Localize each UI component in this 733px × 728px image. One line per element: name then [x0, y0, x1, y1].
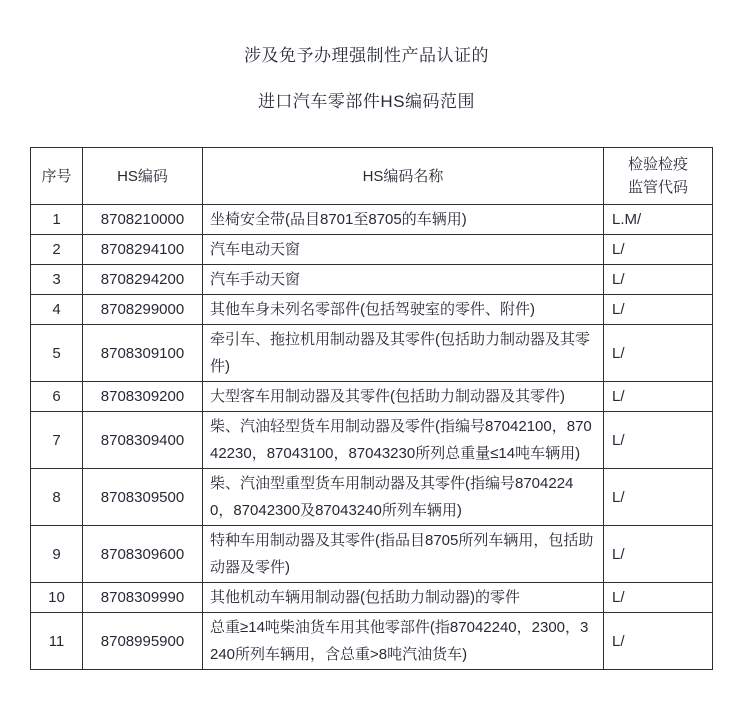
- cell-ciq-code: L/: [604, 325, 713, 382]
- cell-hs-name: 汽车电动天窗: [203, 235, 604, 265]
- cell-serial-number: 11: [31, 613, 83, 670]
- document-title: [0, 0, 733, 110]
- title-line-2: 进口汽车零部件HS编码范围: [257, 92, 476, 111]
- cell-hs-name: 其他车身未列名零部件(包括驾驶室的零件、附件): [203, 295, 604, 325]
- cell-ciq-code: L/: [604, 265, 713, 295]
- cell-hs-name: 特种车用制动器及其零件(指品目8705所列车辆用，包括助动器及零件): [203, 526, 604, 583]
- cell-hs-name: 坐椅安全带(品目8701至8705的车辆用): [203, 205, 604, 235]
- cell-serial-number: 5: [31, 325, 83, 382]
- table-row: [31, 382, 713, 412]
- cell-ciq-code: L/: [604, 469, 713, 526]
- header-ciq-line2: 监管代码: [627, 179, 688, 196]
- cell-hs-name: 总重≥14吨柴油货车用其他零部件(指87042240，2300，3240所列车辆用，含总重>8吨汽油货车): [203, 613, 604, 670]
- table-body: [31, 205, 713, 670]
- header-ciq-line1: 检验检疫: [627, 156, 688, 173]
- cell-ciq-code: L/: [604, 613, 713, 670]
- cell-hs-code: 8708309400: [83, 412, 203, 469]
- cell-hs-name: 牵引车、拖拉机用制动器及其零件(包括助力制动器及其零件): [203, 325, 604, 382]
- cell-hs-code: 8708210000: [83, 205, 203, 235]
- cell-hs-code: 8708309100: [83, 325, 203, 382]
- table-row: [31, 613, 713, 670]
- table-row: [31, 412, 713, 469]
- cell-hs-name: 柴、汽油轻型货车用制动器及零件(指编号87042100，87042230，87043100，87043230所列总重量≤14吨车辆用): [203, 412, 604, 469]
- header-ciq-code: [604, 148, 713, 205]
- table-row: [31, 526, 713, 583]
- cell-hs-code: 8708309500: [83, 469, 203, 526]
- table-row: [31, 205, 713, 235]
- cell-ciq-code: L/: [604, 382, 713, 412]
- cell-serial-number: 1: [31, 205, 83, 235]
- cell-hs-code: 8708309990: [83, 583, 203, 613]
- table-row: [31, 325, 713, 382]
- header-serial-number: 序号: [31, 148, 83, 205]
- cell-serial-number: 9: [31, 526, 83, 583]
- cell-serial-number: 7: [31, 412, 83, 469]
- cell-ciq-code: L/: [604, 583, 713, 613]
- table-row: [31, 583, 713, 613]
- cell-serial-number: 2: [31, 235, 83, 265]
- header-hs-name: HS编码名称: [203, 148, 604, 205]
- cell-hs-name: 大型客车用制动器及其零件(包括助力制动器及其零件): [203, 382, 604, 412]
- table-row: [31, 265, 713, 295]
- cell-hs-code: 8708995900: [83, 613, 203, 670]
- cell-serial-number: 8: [31, 469, 83, 526]
- cell-serial-number: 4: [31, 295, 83, 325]
- title-line-1: 涉及免予办理强制性产品认证的: [244, 46, 489, 65]
- cell-hs-code: 8708299000: [83, 295, 203, 325]
- cell-ciq-code: L.M/: [604, 205, 713, 235]
- header-hs-code: HS编码: [83, 148, 203, 205]
- hs-code-table: [30, 147, 713, 670]
- cell-hs-code: 8708309600: [83, 526, 203, 583]
- table-row: [31, 469, 713, 526]
- cell-hs-code: 8708294100: [83, 235, 203, 265]
- cell-hs-name: 汽车手动天窗: [203, 265, 604, 295]
- cell-serial-number: 6: [31, 382, 83, 412]
- table-row: [31, 235, 713, 265]
- table-row: [31, 295, 713, 325]
- cell-hs-name: 柴、汽油型重型货车用制动器及其零件(指编号87042240，87042300及87043240所列车辆用): [203, 469, 604, 526]
- cell-serial-number: 10: [31, 583, 83, 613]
- cell-ciq-code: L/: [604, 412, 713, 469]
- cell-serial-number: 3: [31, 265, 83, 295]
- cell-hs-code: 8708294200: [83, 265, 203, 295]
- cell-hs-code: 8708309200: [83, 382, 203, 412]
- cell-ciq-code: L/: [604, 295, 713, 325]
- cell-ciq-code: L/: [604, 526, 713, 583]
- cell-ciq-code: L/: [604, 235, 713, 265]
- table-header-row: [31, 148, 713, 205]
- cell-hs-name: 其他机动车辆用制动器(包括助力制动器)的零件: [203, 583, 604, 613]
